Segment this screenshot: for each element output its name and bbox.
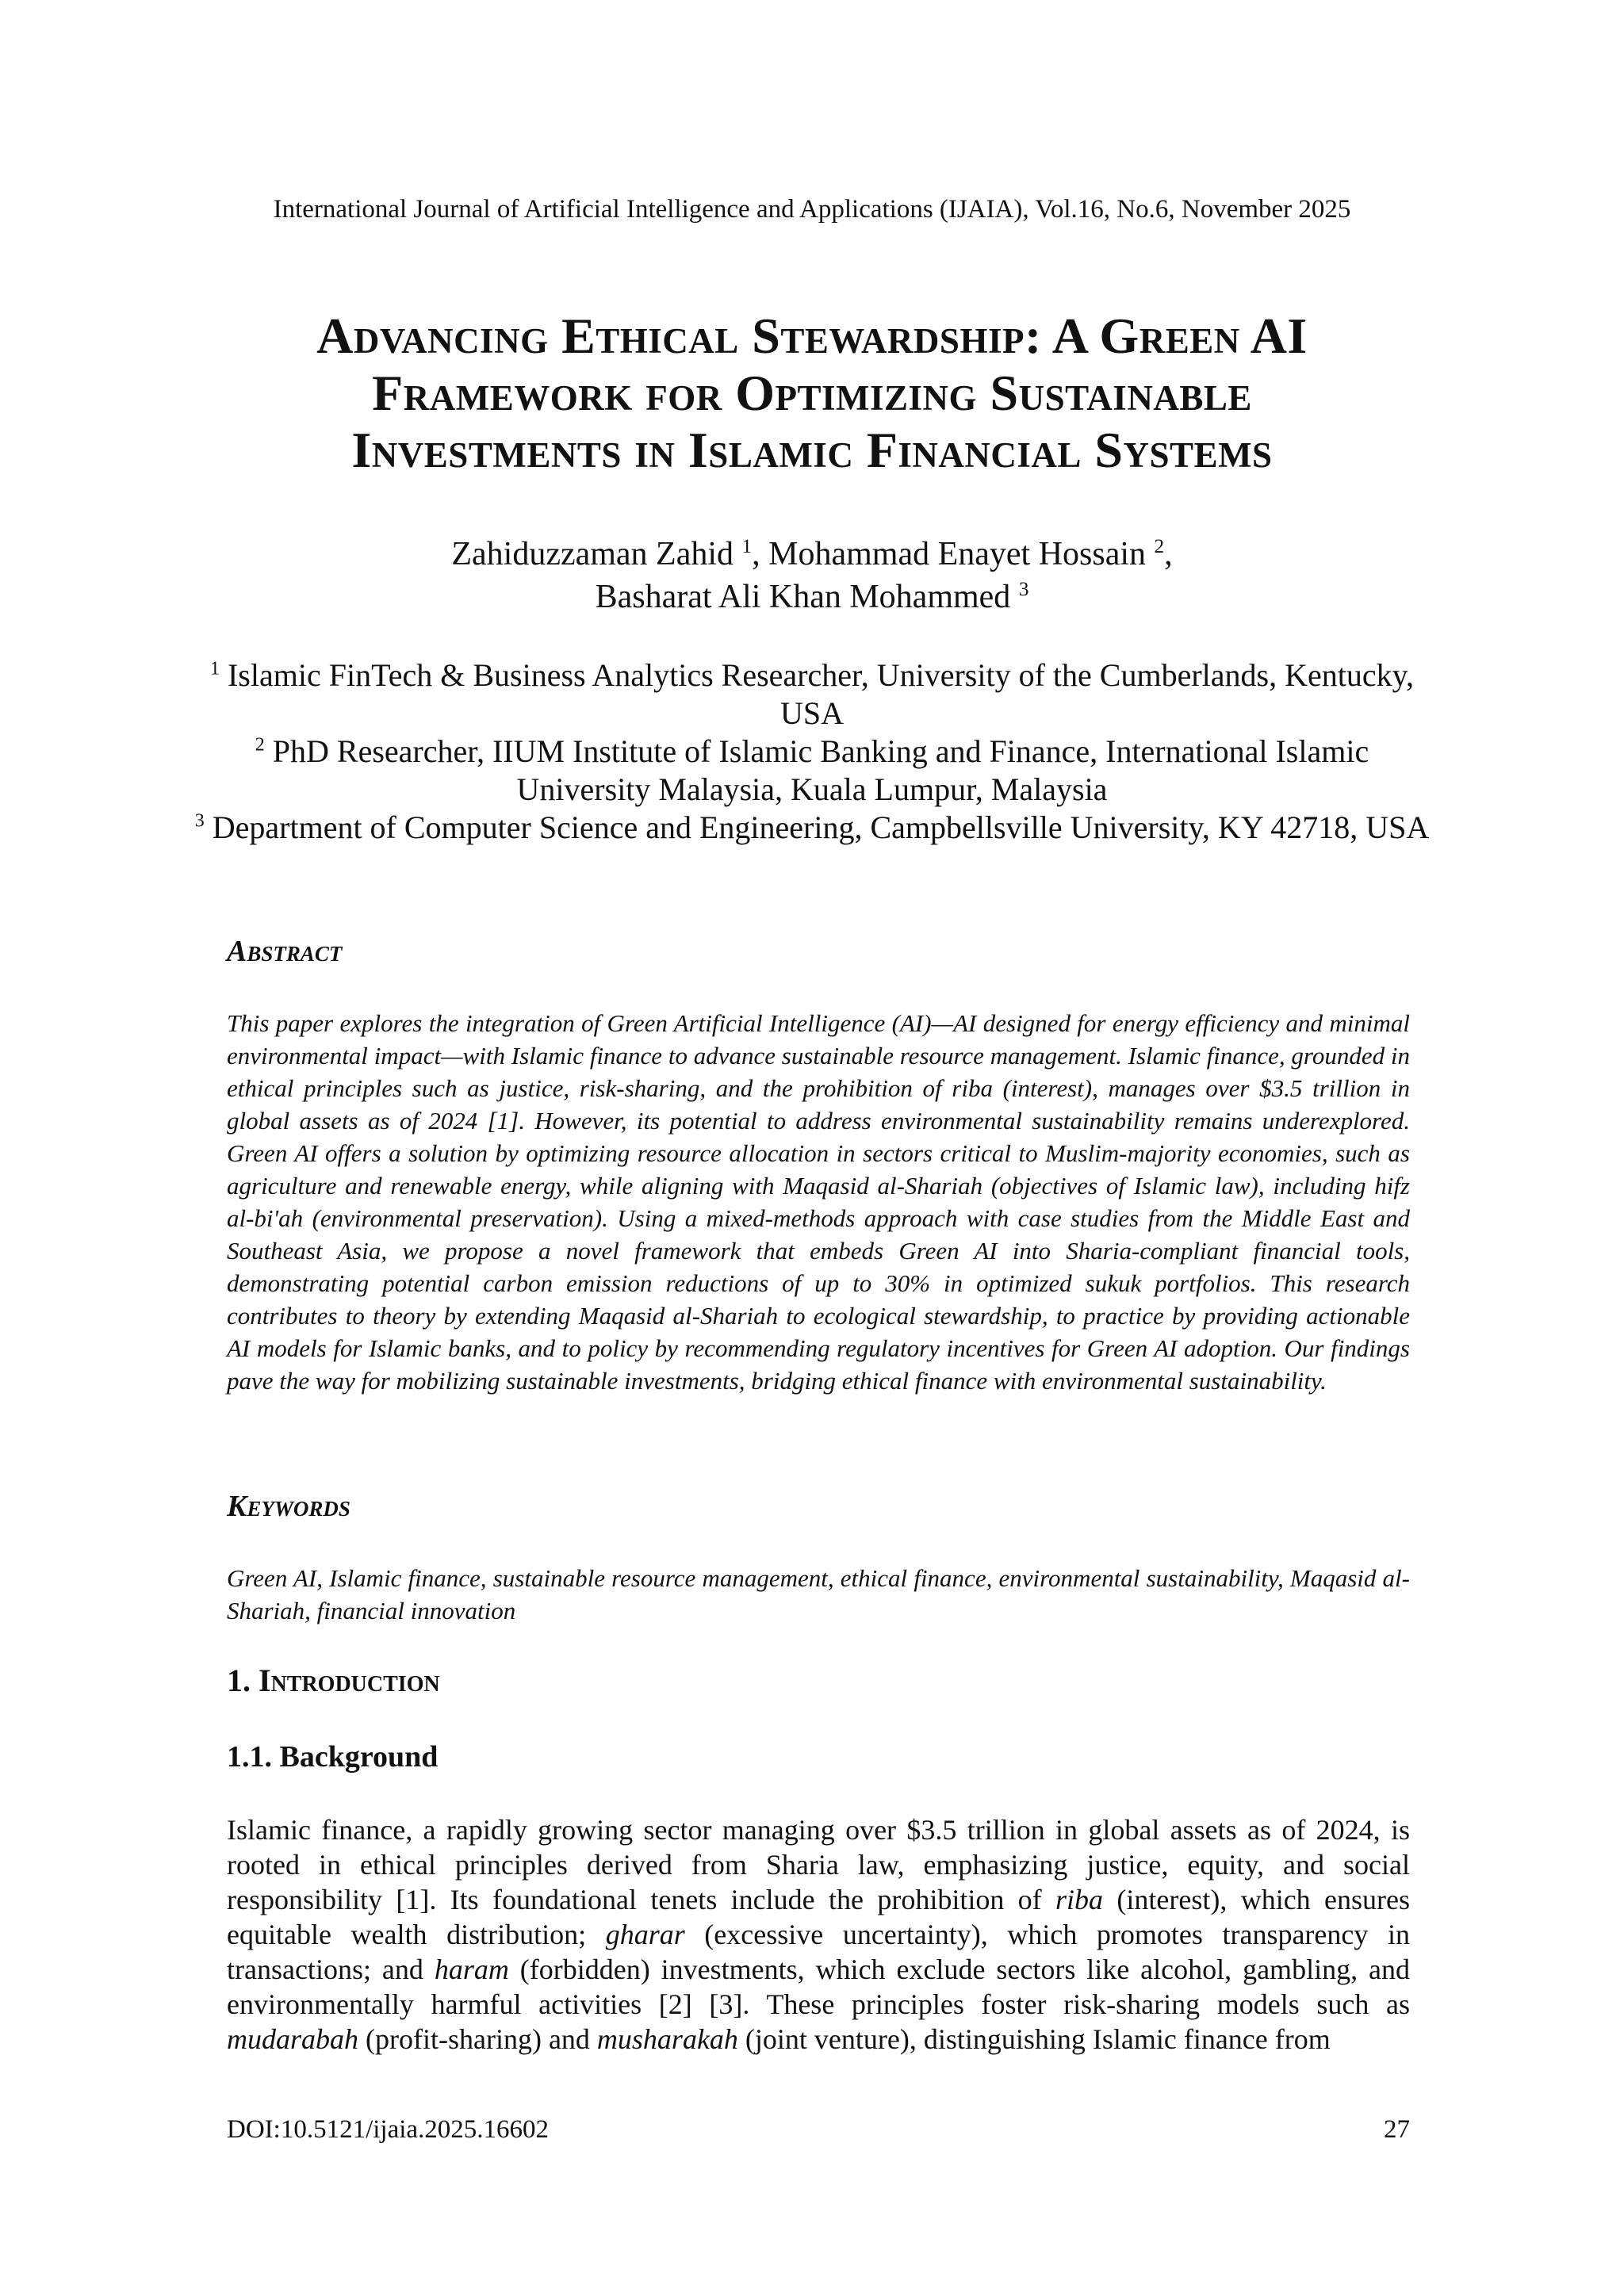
- title-line-3: Investments in Islamic Financial Systems: [351, 422, 1273, 478]
- title-line-2: Framework for Optimizing Sustainable: [372, 365, 1252, 421]
- affiliation-1: [190, 656, 1434, 733]
- term-haram: haram: [434, 1954, 509, 1985]
- affiliation-text: Department of Computer Science and Engineering, Campbellsville University, KY 42718, USA: [212, 809, 1430, 845]
- abstract-text: This paper explores the integration of Green Artificial Intelligence (AI)—AI designed for energy efficiency and minimal environmental impact—with Islamic finance to advance sustainable resource management. Islamic finance, grounded in ethical principles such as justice, risk-sharing, and the prohibition of riba (interest), manages over $3.5 trillion in global assets as of 2024 [1]. However, its potential to address environmental sustainability remains underexplored. Green AI offers a solution by optimizing resource allocation in sectors critical to Muslim-majority economies, such as agriculture and renewable energy, while aligning with Maqasid al-Shariah (objectives of Islamic law), including hifz al-bi'ah (environmental preservation). Using a mixed-methods approach with case studies from the Middle East and Southeast Asia, we propose a novel framework that embeds Green AI into Sharia-compliant financial tools, demonstrating potential carbon emission reductions of up to 30% in optimized sukuk portfolios. This research contributes to theory by extending Maqasid al-Shariah to ecological stewardship, to practice by providing actionable AI models for Islamic banks, and to policy by recommending regulatory incentives for Green AI adoption. Our findings pave the way for mobilizing sustainable investments, bridging ethical finance with environmental sustainability.: [227, 1009, 1410, 1395]
- term-riba: riba: [1055, 1884, 1104, 1915]
- title-line-1: Advancing Ethical Stewardship: A Green AI: [316, 308, 1308, 364]
- affiliation-2: [190, 733, 1434, 809]
- affiliation-mark: 3: [194, 810, 205, 832]
- author-mark: 1: [741, 536, 753, 557]
- author-list: Zahiduzzaman Zahid $^1$, Mohammad Enayet Hossain $^2$, Basharat Ali Khan Mohammed $^3$: [451, 536, 1173, 615]
- paragraph-text: (joint venture), distinguishing Islamic finance from: [737, 2023, 1331, 2055]
- paragraph-text: Islamic finance, a rapidly growing sector managing over $3.5 trillion in global assets as of 2024, is rooted in ethical principles derived from Sharia law, emphasizing justice, equity, and social responsibility [1]. Its foundational tenets include the prohibition of: [227, 1814, 1410, 1915]
- author-mark: 3: [1018, 579, 1029, 600]
- author-name: Zahiduzzaman Zahid: [451, 536, 734, 572]
- doi-footer[interactable]: DOI:10.5121/ijaia.2025.16602: [227, 2115, 550, 2144]
- term-musharakah: musharakah: [596, 2023, 738, 2055]
- running-header: International Journal of Artificial Intelligence and Applications (IJAIA), Vol.16, No.6, November 2025: [273, 195, 1351, 224]
- paragraph-text: (profit-sharing) and: [358, 2023, 597, 2055]
- paper-title: [159, 308, 1465, 479]
- affiliation-text: Islamic FinTech & Business Analytics Researcher, University of the Cumberlands, Kentucky, USA: [227, 657, 1414, 731]
- keywords-heading: Keywords: [227, 1490, 350, 1523]
- author-name: Mohammad Enayet Hossain: [768, 536, 1147, 572]
- term-mudarabah: mudarabah: [227, 2023, 359, 2055]
- keywords-text: Green AI, Islamic finance, sustainable resource management, ethical finance, environmental sustainability, Maqasid al-Shariah, financial innovation: [227, 1564, 1410, 1624]
- term-gharar: gharar: [605, 1919, 685, 1950]
- affiliation-list: [190, 656, 1434, 847]
- abstract-heading: Abstract: [227, 935, 343, 968]
- paragraph-text: (interest), which ensures equitable wealth distribution;: [227, 1884, 1410, 1950]
- affiliation-mark: 2: [255, 734, 265, 756]
- affiliation-text: PhD Researcher, IIUM Institute of Islamic Banking and Finance, International Islamic University Malaysia, Kuala Lumpur, Malaysia: [272, 733, 1369, 807]
- subsection-heading-background: 1.1. Background: [227, 1740, 439, 1774]
- affiliation-mark: 1: [209, 658, 220, 679]
- paragraph-text: (excessive uncertainty), which promotes transparency in transactions; and: [227, 1919, 1410, 1985]
- author-mark: 2: [1154, 536, 1165, 557]
- author-name: Basharat Ali Khan Mohammed: [595, 579, 1011, 615]
- page-number: 27: [1384, 2115, 1410, 2144]
- paragraph-text: (forbidden) investments, which exclude sectors like alcohol, gambling, and environmentally harmful activities [2] [3]. These principles foster risk-sharing models such as: [227, 1954, 1410, 2020]
- background-paragraph: [227, 1812, 1410, 2057]
- affiliation-3: [190, 809, 1434, 847]
- section-heading-introduction: 1. Introduction: [227, 1663, 440, 1698]
